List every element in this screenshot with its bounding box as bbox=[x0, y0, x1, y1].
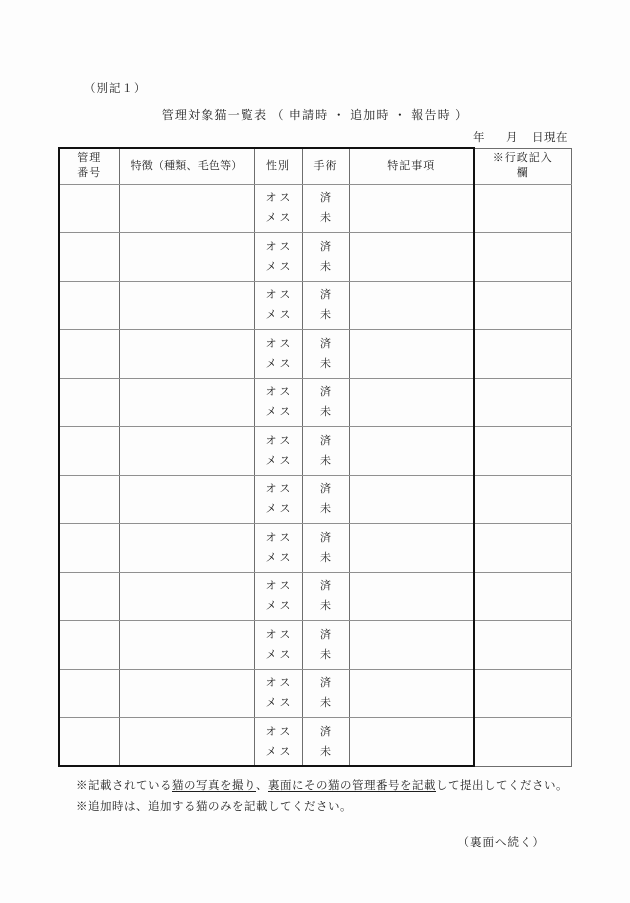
cell-features bbox=[119, 669, 254, 718]
sex-option-male: オス bbox=[265, 434, 294, 447]
sex-option-female: メス bbox=[265, 551, 294, 564]
cell-management-number bbox=[59, 378, 119, 427]
note-segment: ※記載されている bbox=[76, 780, 172, 792]
cell-surgery bbox=[302, 621, 349, 670]
sex-option-male: オス bbox=[265, 240, 294, 253]
cell-admin-entry bbox=[474, 378, 571, 427]
table-row bbox=[59, 669, 571, 718]
cell-special-notes bbox=[349, 524, 474, 573]
cell-management-number bbox=[59, 427, 119, 476]
cell-sex bbox=[254, 378, 302, 427]
cell-surgery bbox=[302, 378, 349, 427]
surgery-option-not-done: 未 bbox=[320, 212, 331, 225]
cell-management-number bbox=[59, 621, 119, 670]
cell-sex bbox=[254, 233, 302, 282]
surgery-option-done: 済 bbox=[320, 580, 331, 593]
cell-sex bbox=[254, 524, 302, 573]
surgery-option-done: 済 bbox=[320, 677, 331, 690]
surgery-option-done: 済 bbox=[320, 240, 331, 253]
cell-sex bbox=[254, 572, 302, 621]
note-segment: 、 bbox=[256, 780, 268, 792]
cell-admin-entry bbox=[474, 281, 571, 330]
cell-features bbox=[119, 572, 254, 621]
surgery-option-not-done: 未 bbox=[320, 406, 331, 419]
sex-option-female: メス bbox=[265, 503, 294, 516]
doc-label: （別記１） bbox=[84, 83, 147, 95]
table-row bbox=[59, 475, 571, 524]
sex-option-male: オス bbox=[265, 289, 294, 302]
cell-admin-entry bbox=[474, 184, 571, 233]
surgery-option-not-done: 未 bbox=[320, 697, 331, 710]
cell-admin-entry bbox=[474, 669, 571, 718]
sex-option-male: オス bbox=[265, 337, 294, 350]
cell-sex bbox=[254, 621, 302, 670]
cell-features bbox=[119, 524, 254, 573]
date-line bbox=[473, 129, 568, 145]
cell-admin-entry bbox=[474, 233, 571, 282]
cell-surgery bbox=[302, 233, 349, 282]
cell-sex bbox=[254, 281, 302, 330]
table-row bbox=[59, 427, 571, 476]
cell-admin-entry bbox=[474, 427, 571, 476]
surgery-option-done: 済 bbox=[320, 531, 331, 544]
cell-features bbox=[119, 184, 254, 233]
table-row bbox=[59, 718, 571, 767]
note-segment: 裏面にその猫の管理番号を記載 bbox=[268, 780, 436, 792]
cell-management-number bbox=[59, 669, 119, 718]
surgery-option-not-done: 未 bbox=[320, 260, 331, 273]
table-row bbox=[59, 378, 571, 427]
sex-option-male: オス bbox=[265, 580, 294, 593]
cell-surgery bbox=[302, 524, 349, 573]
sex-option-male: オス bbox=[265, 531, 294, 544]
cell-surgery bbox=[302, 281, 349, 330]
header-admin-entry: ※行政記入 欄 bbox=[474, 148, 571, 184]
cell-sex bbox=[254, 184, 302, 233]
cell-surgery bbox=[302, 184, 349, 233]
cell-special-notes bbox=[349, 621, 474, 670]
note-addition-instruction: ※追加時は、追加する猫のみを記載してください。 bbox=[76, 800, 352, 813]
sex-option-female: メス bbox=[265, 406, 294, 419]
cell-sex bbox=[254, 427, 302, 476]
cell-special-notes bbox=[349, 475, 474, 524]
surgery-option-done: 済 bbox=[320, 725, 331, 738]
date-month-label: 月 bbox=[506, 132, 518, 144]
cell-management-number bbox=[59, 718, 119, 767]
surgery-option-done: 済 bbox=[320, 289, 331, 302]
cell-admin-entry bbox=[474, 524, 571, 573]
cell-surgery bbox=[302, 718, 349, 767]
sex-option-male: オス bbox=[265, 725, 294, 738]
date-year-label: 年 bbox=[473, 132, 485, 144]
cell-management-number bbox=[59, 330, 119, 379]
cell-features bbox=[119, 475, 254, 524]
cell-surgery bbox=[302, 330, 349, 379]
cell-management-number bbox=[59, 233, 119, 282]
header-row bbox=[59, 148, 571, 184]
surgery-option-not-done: 未 bbox=[320, 454, 331, 467]
surgery-option-done: 済 bbox=[320, 192, 331, 205]
cell-management-number bbox=[59, 475, 119, 524]
cell-special-notes bbox=[349, 669, 474, 718]
sex-option-female: メス bbox=[265, 212, 294, 225]
cell-management-number bbox=[59, 184, 119, 233]
header-surgery: 手術 bbox=[302, 148, 349, 184]
continuation-note: （裏面へ続く） bbox=[457, 837, 545, 849]
cell-special-notes bbox=[349, 427, 474, 476]
surgery-option-done: 済 bbox=[320, 628, 331, 641]
cell-sex bbox=[254, 475, 302, 524]
cell-special-notes bbox=[349, 281, 474, 330]
date-day-label: 日現在 bbox=[532, 132, 568, 144]
sex-option-female: メス bbox=[265, 745, 294, 758]
surgery-option-done: 済 bbox=[320, 483, 331, 496]
sex-option-male: オス bbox=[265, 386, 294, 399]
sex-option-female: メス bbox=[265, 600, 294, 613]
cell-features bbox=[119, 281, 254, 330]
surgery-option-not-done: 未 bbox=[320, 503, 331, 516]
header-special-notes: 特記事項 bbox=[349, 148, 474, 184]
table-row bbox=[59, 281, 571, 330]
cell-features bbox=[119, 427, 254, 476]
page-title: 管理対象猫一覧表 （ 申請時 ・ 追加時 ・ 報告時 ） bbox=[161, 108, 469, 122]
note-photo-instruction bbox=[76, 776, 568, 797]
cell-sex bbox=[254, 330, 302, 379]
table-row bbox=[59, 330, 571, 379]
surgery-option-not-done: 未 bbox=[320, 745, 331, 758]
sex-option-female: メス bbox=[265, 260, 294, 273]
cell-admin-entry bbox=[474, 621, 571, 670]
note-segment: 猫の写真を撮り bbox=[172, 780, 256, 792]
surgery-option-done: 済 bbox=[320, 386, 331, 399]
cell-features bbox=[119, 718, 254, 767]
surgery-option-not-done: 未 bbox=[320, 551, 331, 564]
sex-option-female: メス bbox=[265, 309, 294, 322]
note-segment: して提出してください。 bbox=[436, 780, 568, 792]
cell-features bbox=[119, 378, 254, 427]
header-management-number: 管理 番号 bbox=[59, 148, 119, 184]
header-features: 特徴（種類、毛色等） bbox=[119, 148, 254, 184]
sex-option-female: メス bbox=[265, 454, 294, 467]
cell-management-number bbox=[59, 524, 119, 573]
cell-admin-entry bbox=[474, 572, 571, 621]
cell-special-notes bbox=[349, 184, 474, 233]
footer-notes bbox=[76, 776, 568, 817]
cell-special-notes bbox=[349, 572, 474, 621]
cell-management-number bbox=[59, 281, 119, 330]
sex-option-female: メス bbox=[265, 357, 294, 370]
surgery-option-not-done: 未 bbox=[320, 309, 331, 322]
cell-special-notes bbox=[349, 330, 474, 379]
cell-surgery bbox=[302, 572, 349, 621]
sex-option-male: オス bbox=[265, 192, 294, 205]
cell-surgery bbox=[302, 427, 349, 476]
sex-option-male: オス bbox=[265, 483, 294, 496]
cell-special-notes bbox=[349, 718, 474, 767]
cell-surgery bbox=[302, 475, 349, 524]
cell-sex bbox=[254, 718, 302, 767]
cell-sex bbox=[254, 669, 302, 718]
sex-option-female: メス bbox=[265, 697, 294, 710]
cell-admin-entry bbox=[474, 475, 571, 524]
table-row bbox=[59, 184, 571, 233]
header-sex: 性別 bbox=[254, 148, 302, 184]
cell-management-number bbox=[59, 572, 119, 621]
cat-list-table bbox=[58, 147, 572, 767]
surgery-option-not-done: 未 bbox=[320, 648, 331, 661]
cell-features bbox=[119, 330, 254, 379]
cell-special-notes bbox=[349, 378, 474, 427]
cell-features bbox=[119, 233, 254, 282]
cell-admin-entry bbox=[474, 718, 571, 767]
cell-special-notes bbox=[349, 233, 474, 282]
table-row bbox=[59, 621, 571, 670]
table-row bbox=[59, 572, 571, 621]
cell-surgery bbox=[302, 669, 349, 718]
surgery-option-done: 済 bbox=[320, 434, 331, 447]
surgery-option-not-done: 未 bbox=[320, 600, 331, 613]
sex-option-female: メス bbox=[265, 648, 294, 661]
table-row bbox=[59, 233, 571, 282]
sex-option-male: オス bbox=[265, 628, 294, 641]
cell-features bbox=[119, 621, 254, 670]
surgery-option-done: 済 bbox=[320, 337, 331, 350]
surgery-option-not-done: 未 bbox=[320, 357, 331, 370]
table-row bbox=[59, 524, 571, 573]
sex-option-male: オス bbox=[265, 677, 294, 690]
cell-admin-entry bbox=[474, 330, 571, 379]
